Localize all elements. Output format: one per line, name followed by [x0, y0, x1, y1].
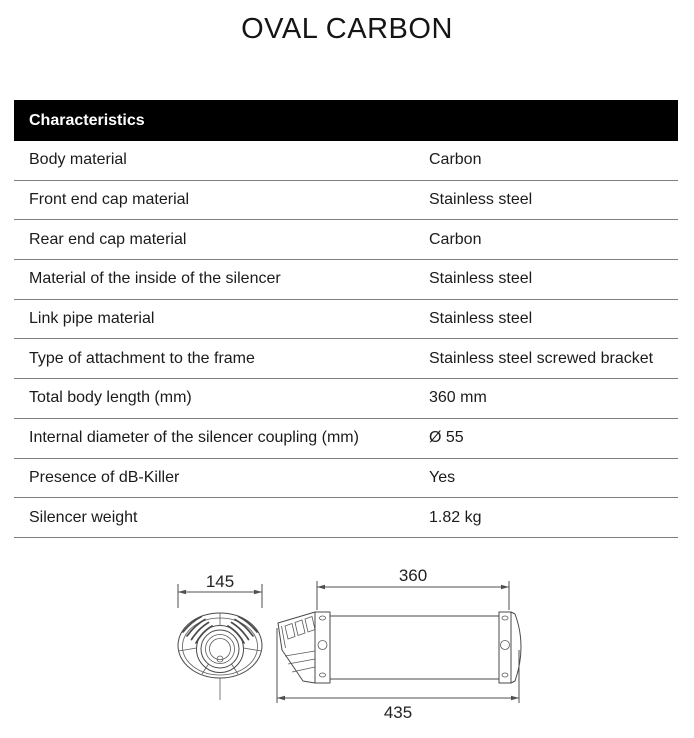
spec-label: Body material: [29, 151, 127, 169]
table-row: [14, 260, 678, 300]
spec-label: Rear end cap material: [29, 230, 187, 248]
table-body: [14, 141, 678, 538]
spec-value: Stainless steel: [429, 191, 533, 209]
spec-value: 360 mm: [429, 389, 487, 407]
spec-value: Carbon: [429, 151, 482, 169]
front-vent-slots-right: [228, 617, 257, 644]
spec-label: Presence of dB-Killer: [29, 468, 180, 486]
spec-label: Front end cap material: [29, 191, 190, 209]
silencer-technical-drawing: [0, 548, 694, 738]
spec-label: Link pipe material: [29, 310, 155, 328]
table-row: [14, 459, 678, 499]
spec-value: Stainless steel screwed bracket: [429, 349, 654, 367]
silencer-front-view: [178, 613, 262, 701]
spec-value: Stainless steel: [429, 270, 533, 288]
page-title: OVAL CARBON: [241, 13, 453, 45]
characteristics-table: [14, 100, 678, 538]
dimension-145: [178, 572, 262, 608]
table-row: [14, 498, 678, 538]
silencer-side-view: [278, 612, 521, 683]
spec-value: Yes: [429, 468, 456, 486]
dim-front-width-label: 145: [205, 572, 235, 591]
table-row: [14, 141, 678, 181]
dim-body-length-label: 360: [398, 566, 428, 585]
table-row: [14, 379, 678, 419]
dimension-360: [317, 566, 509, 610]
spec-value: Carbon: [429, 230, 482, 248]
spec-label: Type of attachment to the frame: [29, 349, 255, 367]
table-row: [14, 300, 678, 340]
table-row: [14, 419, 678, 459]
table-row: [14, 181, 678, 221]
table-row: [14, 220, 678, 260]
spec-value: 1.82 kg: [429, 508, 482, 526]
spec-label: Internal diameter of the silencer coupling (mm): [29, 429, 359, 447]
spec-label: Material of the inside of the silencer: [29, 270, 281, 288]
table-header: Characteristics: [14, 100, 678, 141]
spec-label: Total body length (mm): [29, 389, 192, 407]
dim-total-length-label: 435: [383, 703, 413, 722]
spec-value: Ø 55: [429, 429, 464, 447]
dimension-435: [277, 628, 519, 722]
front-vent-slots-left: [183, 617, 212, 644]
spec-value: Stainless steel: [429, 310, 533, 328]
table-row: [14, 339, 678, 379]
spec-label: Silencer weight: [29, 508, 138, 526]
